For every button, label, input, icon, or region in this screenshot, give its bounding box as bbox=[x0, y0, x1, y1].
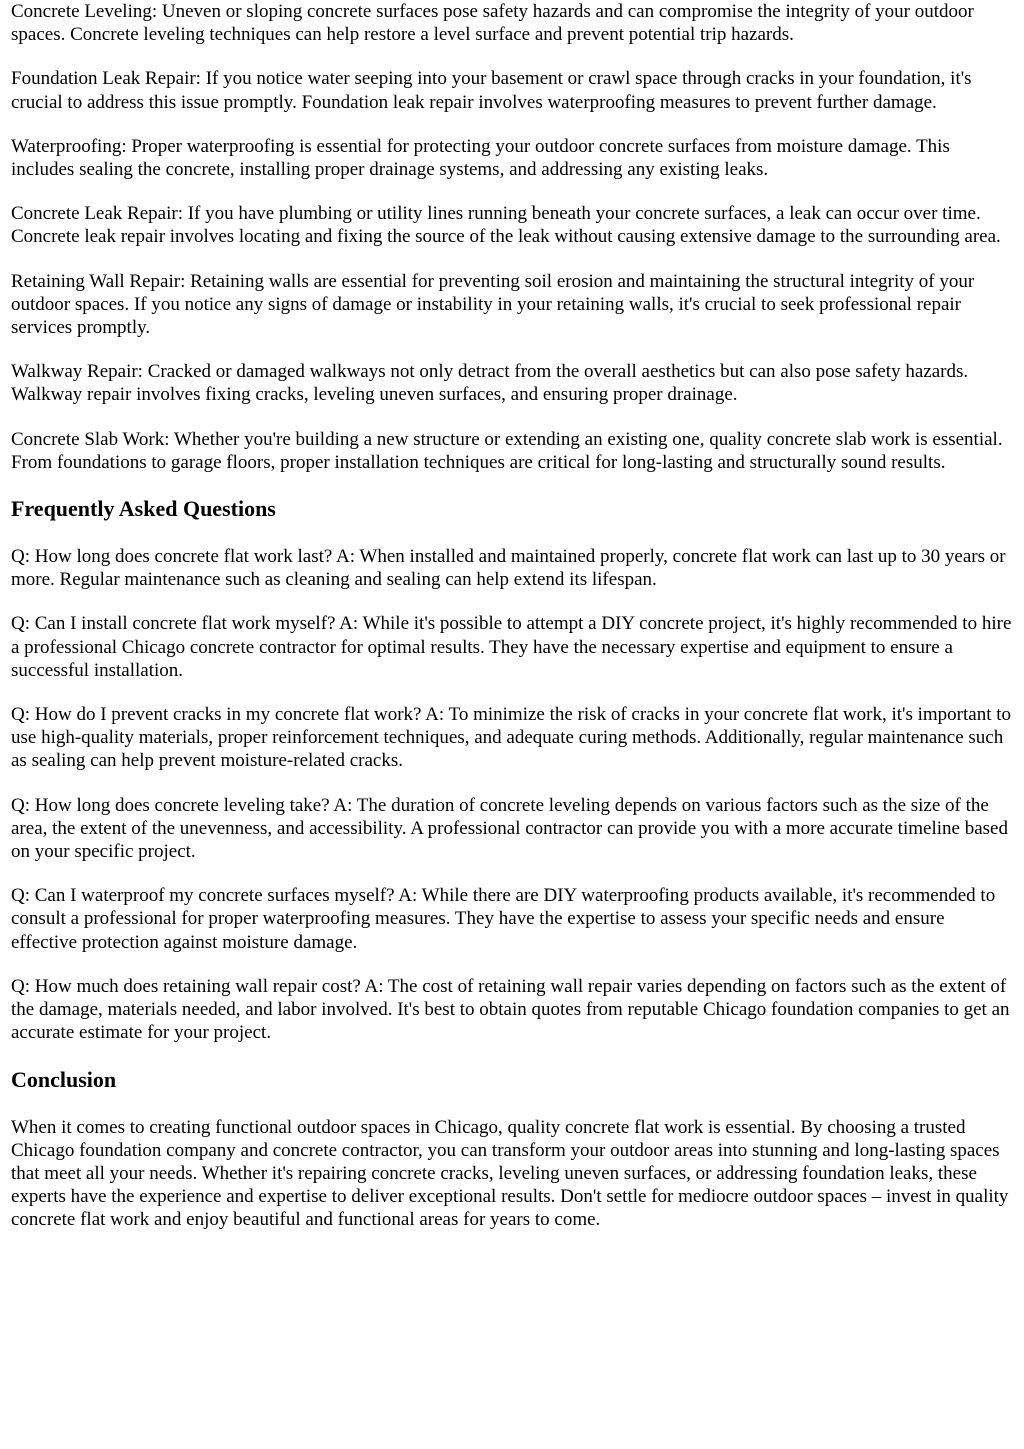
service-paragraph-concrete-leveling: Concrete Leveling: Uneven or sloping concrete surfaces pose safety hazards and can compromise the integrity of your outdoor spaces. Concrete leveling techniques can help restore a level surface and prevent potential trip hazards. bbox=[11, 1, 974, 46]
service-paragraph-retaining-wall-repair: Retaining Wall Repair: Retaining walls are essential for preventing soil erosion and maintaining the structural integrity of your outdoor spaces. If you notice any signs of damage or instability in your retaining walls, it's crucial to seek professional repair services promptly. bbox=[11, 270, 975, 339]
conclusion-heading: Conclusion bbox=[11, 1066, 117, 1092]
faq-item: Q: How long does concrete leveling take? A: The duration of concrete leveling depends on various factors such as the size of the area, the extent of the unevenness, and accessibility. A professional contractor can provide you with a more accurate timeline based on your specific project. bbox=[11, 794, 1008, 863]
faq-item: Q: How much does retaining wall repair cost? A: The cost of retaining wall repair varies depending on factors such as the extent of the damage, materials needed, and labor involved. It's best to obtain quotes from reputable Chicago foundation companies to get an accurate estimate for your project. bbox=[11, 975, 1010, 1044]
service-paragraph-walkway-repair: Walkway Repair: Cracked or damaged walkways not only detract from the overall aesthetics but can also pose safety hazards. Walkway repair involves fixing cracks, leveling uneven surfaces, and ensuring proper drainage. bbox=[11, 361, 969, 406]
faq-item: Q: Can I waterproof my concrete surfaces myself? A: While there are DIY waterproofing products available, it's recommended to consult a professional for proper waterproofing measures. They have the expertise to assess your specific needs and ensure effective protection against moisture damage. bbox=[11, 885, 996, 953]
faq-item: Q: How long does concrete flat work last? A: When installed and maintained properly, concrete flat work can last up to 30 years or more. Regular maintenance such as cleaning and sealing can help extend its lifespan. bbox=[11, 546, 1006, 591]
service-paragraph-concrete-slab-work: Concrete Slab Work: Whether you're building a new structure or extending an existing one, quality concrete slab work is essential. From foundations to garage floors, proper installation techniques are critical for long-lasting and structurally sound results. bbox=[11, 428, 1003, 473]
service-paragraph-concrete-leak-repair: Concrete Leak Repair: If you have plumbing or utility lines running beneath your concrete surfaces, a leak can occur over time. Concrete leak repair involves locating and fixing the source of the leak without causing extensive damage to the surrounding area. bbox=[11, 203, 1001, 248]
faq-heading: Frequently Asked Questions bbox=[11, 496, 276, 522]
service-paragraph-foundation-leak-repair: Foundation Leak Repair: If you notice water seeping into your basement or crawl space through cracks in your foundation, it's crucial to address this issue promptly. Foundation leak repair involves waterproofing measures to prevent further damage. bbox=[11, 68, 972, 113]
faq-item: Q: How do I prevent cracks in my concrete flat work? A: To minimize the risk of cracks in your concrete flat work, it's important to use high-quality materials, proper reinforcement techniques, and adequate curing methods. Additionally, regular maintenance such as sealing can help prevent moisture-related cracks. bbox=[11, 704, 1012, 772]
conclusion-paragraph: When it comes to creating functional outdoor spaces in Chicago, quality concrete flat work is essential. By choosing a trusted Chicago foundation company and concrete contractor, you can transform your outdoor areas into stunning and long-lasting spaces that meet all your needs. Whether it's repairing concrete cracks, leveling uneven surfaces, or addressing foundation leaks, these experts have the experience and expertise to deliver exceptional results. Don't settle for mediocre outdoor spaces – invest in quality concrete flat work and enjoy beautiful and functional areas for years to come. bbox=[11, 1116, 1009, 1231]
faq-item: Q: Can I install concrete flat work myself? A: While it's possible to attempt a DIY concrete project, it's highly recommended to hire a professional Chicago concrete contractor for optimal results. They have the necessary expertise and equipment to ensure a successful installation. bbox=[11, 613, 1012, 681]
service-paragraph-waterproofing: Waterproofing: Proper waterproofing is essential for protecting your outdoor concrete surfaces from moisture damage. This includes sealing the concrete, installing proper drainage systems, and addressing any existing leaks. bbox=[11, 135, 950, 181]
